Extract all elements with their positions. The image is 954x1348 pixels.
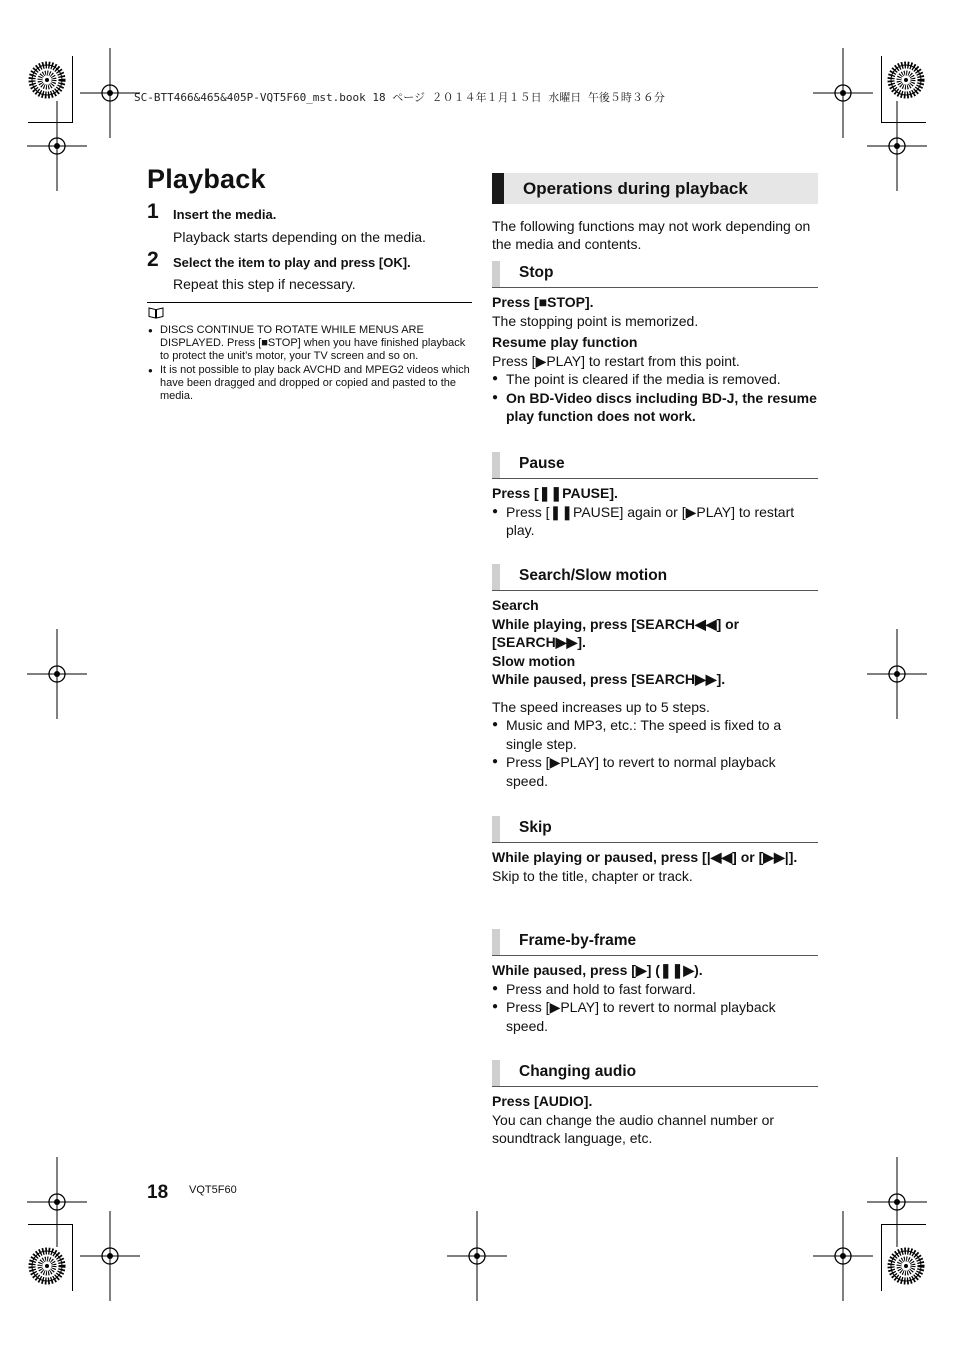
- step-title: Insert the media.: [173, 207, 277, 222]
- page-number: 18: [147, 1182, 169, 1203]
- description: You can change the audio channel number or soundtrack language, etc.: [492, 1111, 775, 1146]
- section-heading-text: Operations during playback: [523, 179, 748, 198]
- instruction: Press [❚❚PAUSE].: [492, 485, 618, 501]
- instruction: While playing, press [SEARCH◀◀] or [SEARCH▶▶].: [492, 615, 740, 650]
- description: Press [▶PLAY] to restart from this point.: [492, 352, 740, 369]
- print-header-line: SC-BTT466&465&405P-VQT5F60_mst.book 18 ページ ２０１４年１月１５日 水曜日 午後５時３６分: [134, 91, 665, 104]
- instruction: While paused, press [▶] (❚❚▶).: [492, 962, 703, 978]
- note-divider: [147, 302, 472, 303]
- section-stop: [492, 261, 818, 426]
- step-title: Select the item to play and press [OK].: [173, 255, 411, 270]
- list-item: ● Press [❚❚PAUSE] again or [▶PLAY] to restart play.: [492, 503, 818, 540]
- list-item: ● DISCS CONTINUE TO ROTATE WHILE MENUS ARE DISPLAYED. Press [■STOP] when you have finished playback to protect the unit’s motor, your TV screen and so on.: [147, 324, 472, 363]
- section-pause: [492, 452, 818, 540]
- intro-text: The following functions may not work depending on the media and contents.: [492, 218, 811, 252]
- section-heading-operations: [492, 173, 818, 204]
- page-title: Playback: [147, 164, 266, 194]
- description: The stopping point is memorized.: [492, 312, 699, 329]
- step-body: Repeat this step if necessary.: [173, 276, 356, 292]
- list-item: ● Press and hold to fast forward.: [492, 980, 818, 999]
- list-item: ● It is not possible to play back AVCHD and MPEG2 videos which have been dragged and dropped or copied and pasted to the media.: [147, 364, 472, 403]
- description: The speed increases up to 5 steps.: [492, 698, 710, 715]
- subsection-title: Search/Slow motion: [519, 567, 668, 584]
- step-number: 2: [147, 248, 159, 271]
- instruction: Press [AUDIO].: [492, 1093, 593, 1109]
- section-changing-audio: [492, 1060, 818, 1148]
- subsection-title: Pause: [519, 455, 565, 472]
- sub-label: Resume play function: [492, 334, 638, 350]
- step-body: Playback starts depending on the media.: [173, 229, 426, 245]
- instruction: While playing or paused, press [|◀◀] or [▶▶|].: [492, 849, 798, 865]
- subsection-title: Frame-by-frame: [519, 932, 637, 949]
- list-item: ● Press [▶PLAY] to revert to normal playback speed.: [492, 998, 818, 1035]
- description: Skip to the title, chapter or track.: [492, 867, 693, 884]
- section-frame-by-frame: [492, 929, 818, 1035]
- subsection-title: Skip: [519, 819, 552, 836]
- list-item: ● The point is cleared if the media is removed.: [492, 370, 818, 389]
- list-item: ● Press [▶PLAY] to revert to normal playback speed.: [492, 753, 818, 790]
- sub-label: Slow motion: [492, 652, 576, 669]
- note-list: [147, 324, 472, 403]
- section-skip: [492, 816, 818, 885]
- section-search: [492, 564, 818, 790]
- book-note-icon: [148, 307, 164, 319]
- list-item: ● On BD-Video discs including BD-J, the resume play function does not work.: [492, 389, 818, 426]
- instruction: While paused, press [SEARCH▶▶].: [492, 671, 726, 687]
- subsection-title: Stop: [519, 264, 554, 281]
- list-item: ● Music and MP3, etc.: The speed is fixed to a single step.: [492, 716, 818, 753]
- subsection-title: Changing audio: [519, 1063, 637, 1080]
- sub-label: Search: [492, 597, 539, 613]
- step-number: 1: [147, 200, 159, 223]
- document-code: VQT5F60: [189, 1184, 237, 1196]
- instruction: Press [■STOP].: [492, 294, 594, 310]
